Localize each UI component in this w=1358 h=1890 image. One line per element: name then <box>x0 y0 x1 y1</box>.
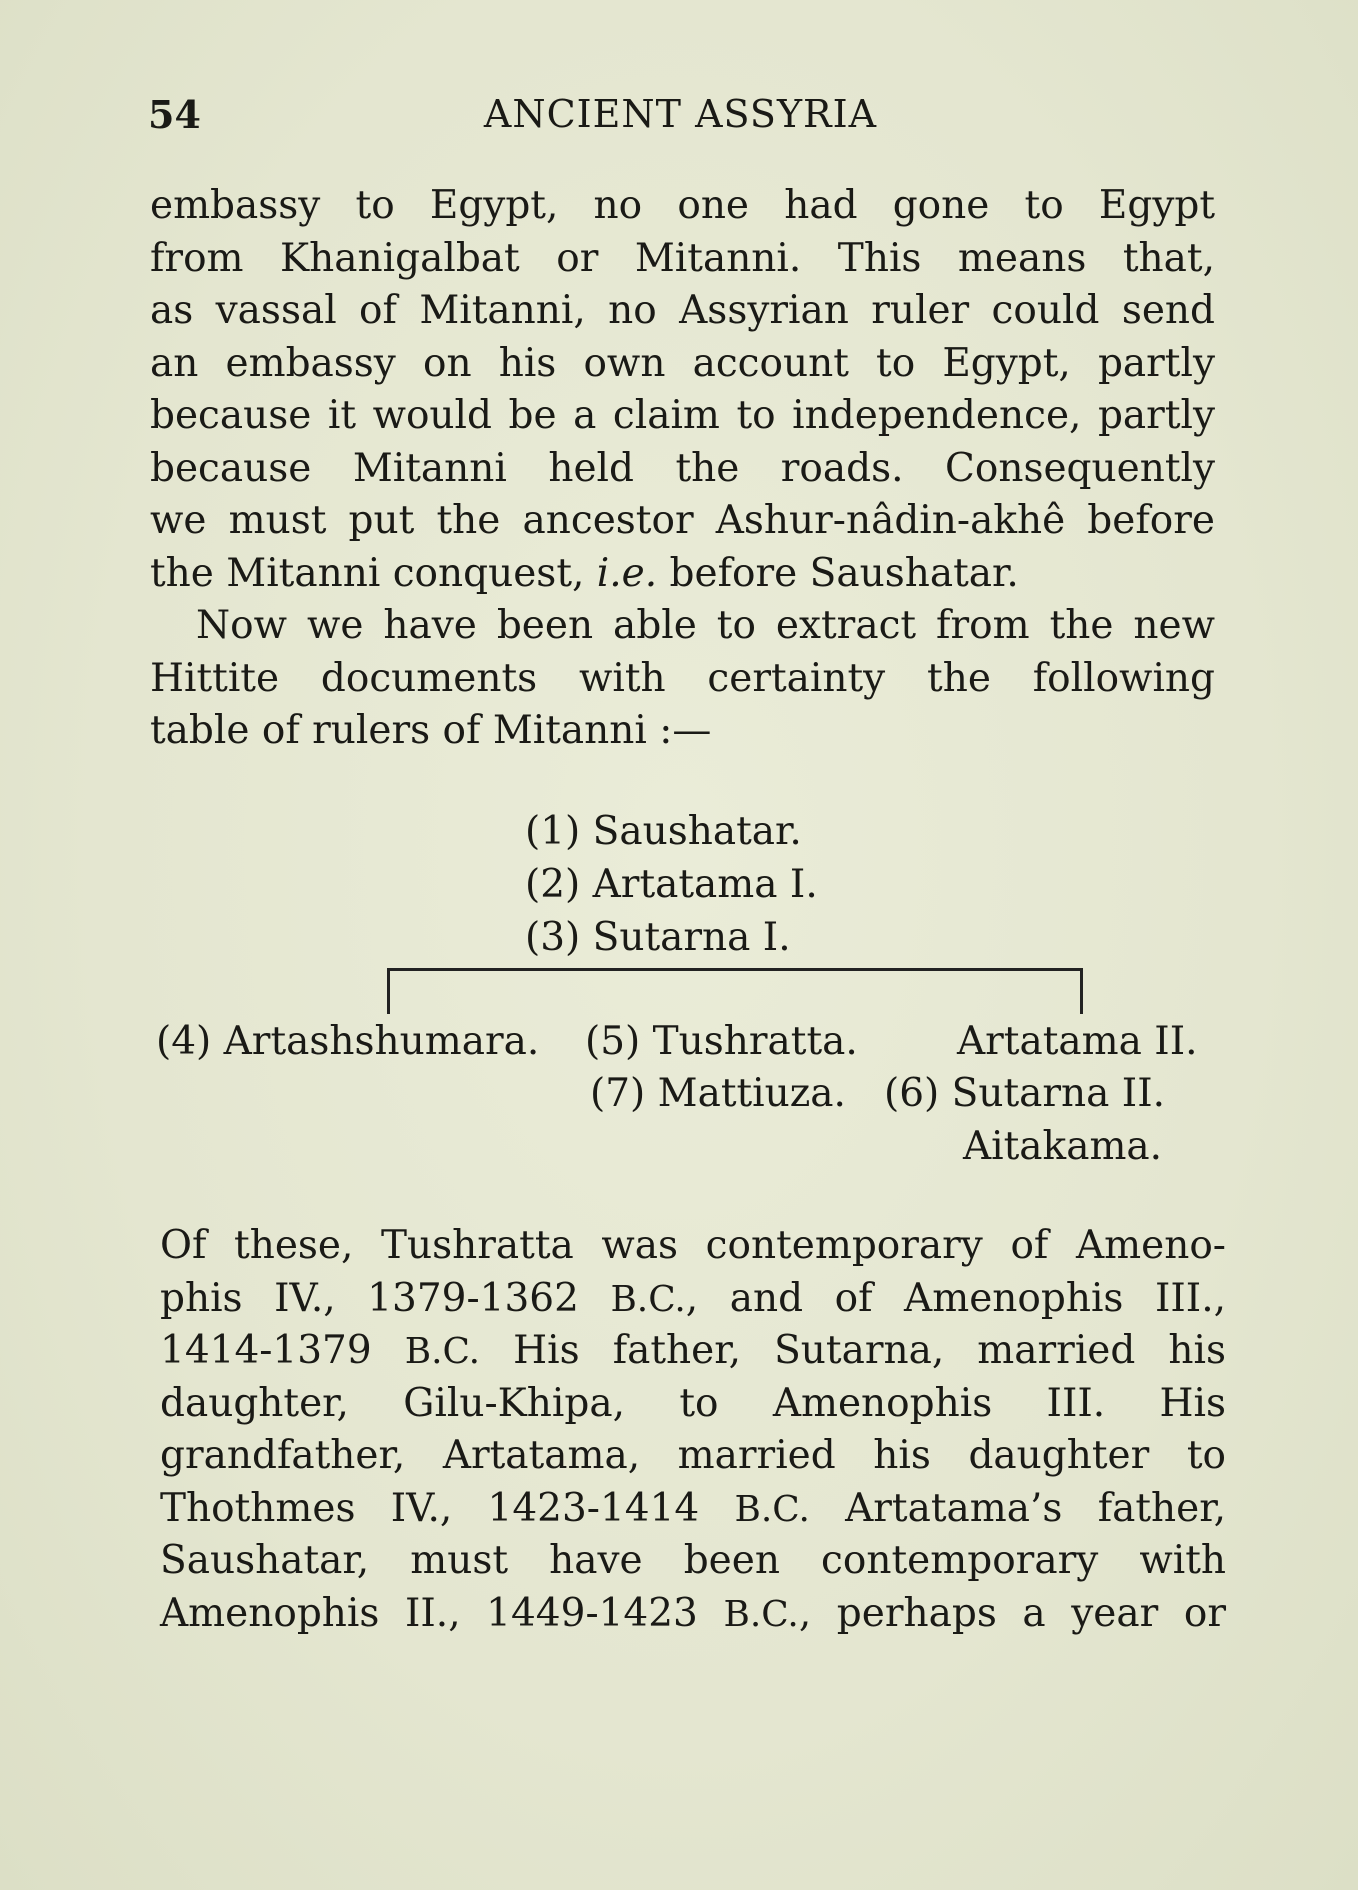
ruler-entry: (4) Artashshumara. <box>156 1019 540 1064</box>
text-line: grandfather, Artatama, married his daughter to <box>160 1433 1226 1478</box>
text-line: table of rulers of Mitanni :— <box>150 708 712 753</box>
text-line: Of these, Tushratta was contemporary of Ameno- <box>160 1223 1226 1268</box>
ruler-entry: (2) Artatama I. <box>525 862 818 907</box>
text-line: from Khanigalbat or Mitanni. This means that, <box>150 235 1215 281</box>
genealogy-horizontal-line <box>387 968 1083 971</box>
text-fragment: His father, Sutarna, married his <box>480 1328 1226 1373</box>
text-fragment: phis IV., 1379-1362 <box>160 1275 611 1321</box>
text-fragment: , and of Amenophis III., <box>685 1275 1227 1321</box>
text-line: daughter, Gilu-Khipa, to Amenophis III. His <box>160 1380 1226 1426</box>
italic-abbreviation: i.e. <box>596 550 658 596</box>
text-fragment: the Mitanni conquest, <box>150 550 597 596</box>
text-line <box>160 1588 1226 1641</box>
era-abbreviation: B.C. <box>723 1593 799 1635</box>
ruler-entry: (6) Sutarna II. <box>884 1071 1166 1116</box>
text-line: Saushatar, must have been contemporary with <box>160 1538 1226 1583</box>
era-abbreviation: B.C. <box>610 1278 686 1320</box>
genealogy-vertical-line-left <box>387 968 390 1014</box>
ruler-entry: (7) Mattiuza. <box>590 1071 846 1116</box>
page-header <box>148 92 1213 142</box>
text-line: Hittite documents with certainty the following <box>150 655 1215 701</box>
running-title: ANCIENT ASSYRIA <box>483 92 878 136</box>
text-fragment: 1414-1379 <box>160 1328 405 1373</box>
era-abbreviation: B.C. <box>734 1488 810 1530</box>
text-line: because Mitanni held the roads. Consequently <box>150 445 1215 491</box>
text-line: as vassal of Mitanni, no Assyrian ruler could send <box>150 288 1215 333</box>
paragraph-embassy <box>150 180 1215 600</box>
text-line: an embassy on his own account to Egypt, partly <box>150 340 1215 386</box>
paragraph-table-intro <box>150 600 1215 758</box>
text-line: because it would be a claim to independence, partly <box>150 393 1215 438</box>
text-line <box>160 1483 1226 1536</box>
ruler-entry: Aitakama. <box>963 1124 1163 1169</box>
paragraph-chronology <box>160 1220 1226 1640</box>
text-fragment: , perhaps a year or <box>798 1590 1227 1636</box>
genealogy-vertical-line-right <box>1080 968 1083 1014</box>
text-fragment: Thothmes IV., 1423-1414 <box>160 1485 735 1531</box>
text-line <box>160 1273 1226 1326</box>
text-line <box>160 1325 1226 1378</box>
text-fragment: Amenophis II., 1449-1423 <box>160 1590 724 1636</box>
text-fragment: before Saushatar. <box>657 550 1019 596</box>
page-number: 54 <box>148 92 201 137</box>
text-fragment: Artatama’s father, <box>809 1485 1227 1531</box>
text-line: we must put the ancestor Ashur-nâdin-akhê before <box>150 498 1215 543</box>
ruler-entry: (1) Saushatar. <box>525 809 802 854</box>
text-line: embassy to Egypt, no one had gone to Egypt <box>150 183 1215 228</box>
ruler-entry: (3) Sutarna I. <box>525 915 791 960</box>
text-line: Now we have been able to extract from the new <box>196 603 1215 648</box>
era-abbreviation: B.C. <box>404 1331 481 1372</box>
text-line <box>150 548 1215 601</box>
ruler-entry: Artatama II. <box>957 1019 1198 1064</box>
ruler-entry: (5) Tushratta. <box>585 1019 858 1064</box>
